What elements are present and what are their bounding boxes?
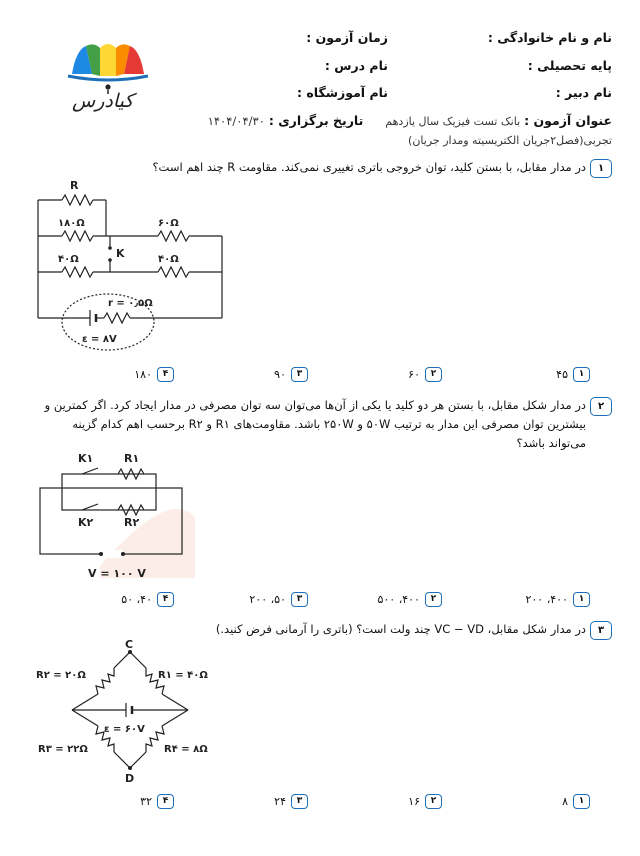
question-1-circuit-diagram (30, 172, 240, 358)
q1-label-R: R (70, 179, 79, 192)
option-text: ۳۲ (140, 795, 152, 808)
q3-label-r4: R۴ = ۸Ω (164, 744, 208, 755)
question-1-option-1[interactable] (556, 367, 590, 382)
school-label: نام آموزشگاه : (297, 85, 388, 100)
teacher-label: نام دبیر : (555, 85, 612, 100)
option-number: ۲ (425, 794, 442, 809)
exam-title-label: عنوان آزمون : (524, 113, 612, 128)
question-2-text (26, 396, 586, 453)
q3-label-node-c: C (125, 638, 134, 651)
question-3-option-4[interactable] (140, 794, 174, 809)
q1-label-40a: ۴۰Ω (58, 254, 79, 265)
q1-label-60: ۶۰Ω (158, 218, 179, 229)
option-text: ۱۸۰ (134, 368, 152, 381)
q3-label-node-d: D (125, 772, 135, 785)
question-3-option-3[interactable] (274, 794, 308, 809)
question-3-number: ۳ (590, 621, 612, 640)
question-2-circuit-diagram (30, 446, 200, 586)
option-number: ۳ (291, 794, 308, 809)
logo (62, 38, 154, 120)
option-text: ۴۰۰، ۵۰۰ (377, 593, 420, 606)
option-number: ۳ (291, 592, 308, 607)
q1-label-internal-r: r = ۰٫۵Ω (108, 298, 153, 309)
question-2-line-3: می‌تواند باشد؟ (516, 436, 586, 450)
option-number: ۱ (573, 794, 590, 809)
question-2-option-3[interactable] (249, 592, 308, 607)
exam-title-value: بانک تست فیزیک سال یازدهم (385, 115, 521, 128)
option-text: ۴۰۰، ۲۰۰ (525, 593, 568, 606)
q3-label-r2: R۲ = ۲۰Ω (36, 670, 86, 681)
option-text: ۲۴ (274, 795, 286, 808)
option-number: ۱ (573, 367, 590, 382)
q1-label-40b: ۴۰Ω (158, 254, 179, 265)
question-3-option-2[interactable] (408, 794, 442, 809)
q3-label-r3: R۳ = ۲۲Ω (38, 744, 88, 755)
question-1-text: در مدار مقابل، با بستن کلید، توان خروجی باتری تغییری نمی‌کند. مقاومت R چند اهم است؟ (152, 160, 586, 174)
question-2-line-2: بیشترین توان مصرفی این مدار به ترتیب ۵۰W و ۲۵۰W باشد. مقاومت‌های R۱ و R۲ برحسب اهم کدام گزینه (72, 417, 586, 431)
question-1-option-2[interactable] (408, 367, 442, 382)
question-3-text: در مدار شکل مقابل، VC − VD چند ولت است؟ (باتری را آرمانی فرض کنید.) (215, 622, 586, 636)
question-2-option-2[interactable] (377, 592, 442, 607)
option-number: ۴ (157, 794, 174, 809)
date-value: ۱۴۰۴/۰۴/۳۰ (207, 114, 265, 128)
logo-text: کیادرس (72, 90, 134, 112)
exam-title (208, 113, 612, 128)
option-number: ۳ (291, 367, 308, 382)
date-label: تاریخ برگزاری : (268, 113, 364, 128)
option-text: ۸ (562, 795, 568, 808)
family-name-label: نام و نام خانوادگی : (487, 30, 612, 45)
question-3-circuit-diagram (30, 636, 230, 786)
q1-label-180: ۱۸۰Ω (58, 218, 85, 229)
question-2-line-1: در مدار شکل مقابل، با بستن هر دو کلید یا یکی از آن‌ها می‌توان سه توان مصرفی در مدار ایجاد کرد. اگر کمترین و (44, 398, 586, 412)
question-1-option-3[interactable] (274, 367, 308, 382)
option-number: ۴ (157, 592, 174, 607)
option-number: ۴ (157, 367, 174, 382)
option-number: ۲ (425, 367, 442, 382)
q2-label-k2: K۲ (78, 516, 94, 529)
course-label: نام درس : (324, 58, 388, 73)
q1-label-emf: ε = ۸V (82, 334, 117, 345)
grade-label: پایه تحصیلی : (527, 58, 612, 73)
q3-label-r1: R۱ = ۴۰Ω (158, 670, 208, 681)
option-text: ۱۶ (408, 795, 420, 808)
exam-time-label: زمان آزمون : (306, 30, 388, 45)
option-text: ۴۵ (556, 368, 568, 381)
question-2-option-4[interactable] (121, 592, 174, 607)
q2-label-voltage: V = ۱۰۰ V (88, 567, 146, 580)
q2-label-r1: R۱ (124, 452, 140, 465)
question-1-number: ۱ (590, 159, 612, 178)
option-text: ۶۰ (408, 368, 420, 381)
option-number: ۲ (425, 592, 442, 607)
question-2-number: ۲ (590, 397, 612, 416)
q2-label-r2: R۲ (124, 516, 140, 529)
exam-subtitle: تجربی(فصل۲جریان الکتریسیته ومدار جریان) (408, 134, 612, 147)
question-3-option-1[interactable] (562, 794, 590, 809)
question-2-option-1[interactable] (525, 592, 590, 607)
option-number: ۱ (573, 592, 590, 607)
option-text: ۵۰، ۲۰۰ (249, 593, 286, 606)
question-1-option-4[interactable] (134, 367, 174, 382)
option-text: ۴۰، ۵۰ (121, 593, 152, 606)
q2-label-k1: K۱ (78, 452, 94, 465)
q1-label-switch: K (116, 247, 125, 260)
option-text: ۹۰ (274, 368, 286, 381)
q3-label-emf: ε = ۶۰V (104, 724, 145, 735)
